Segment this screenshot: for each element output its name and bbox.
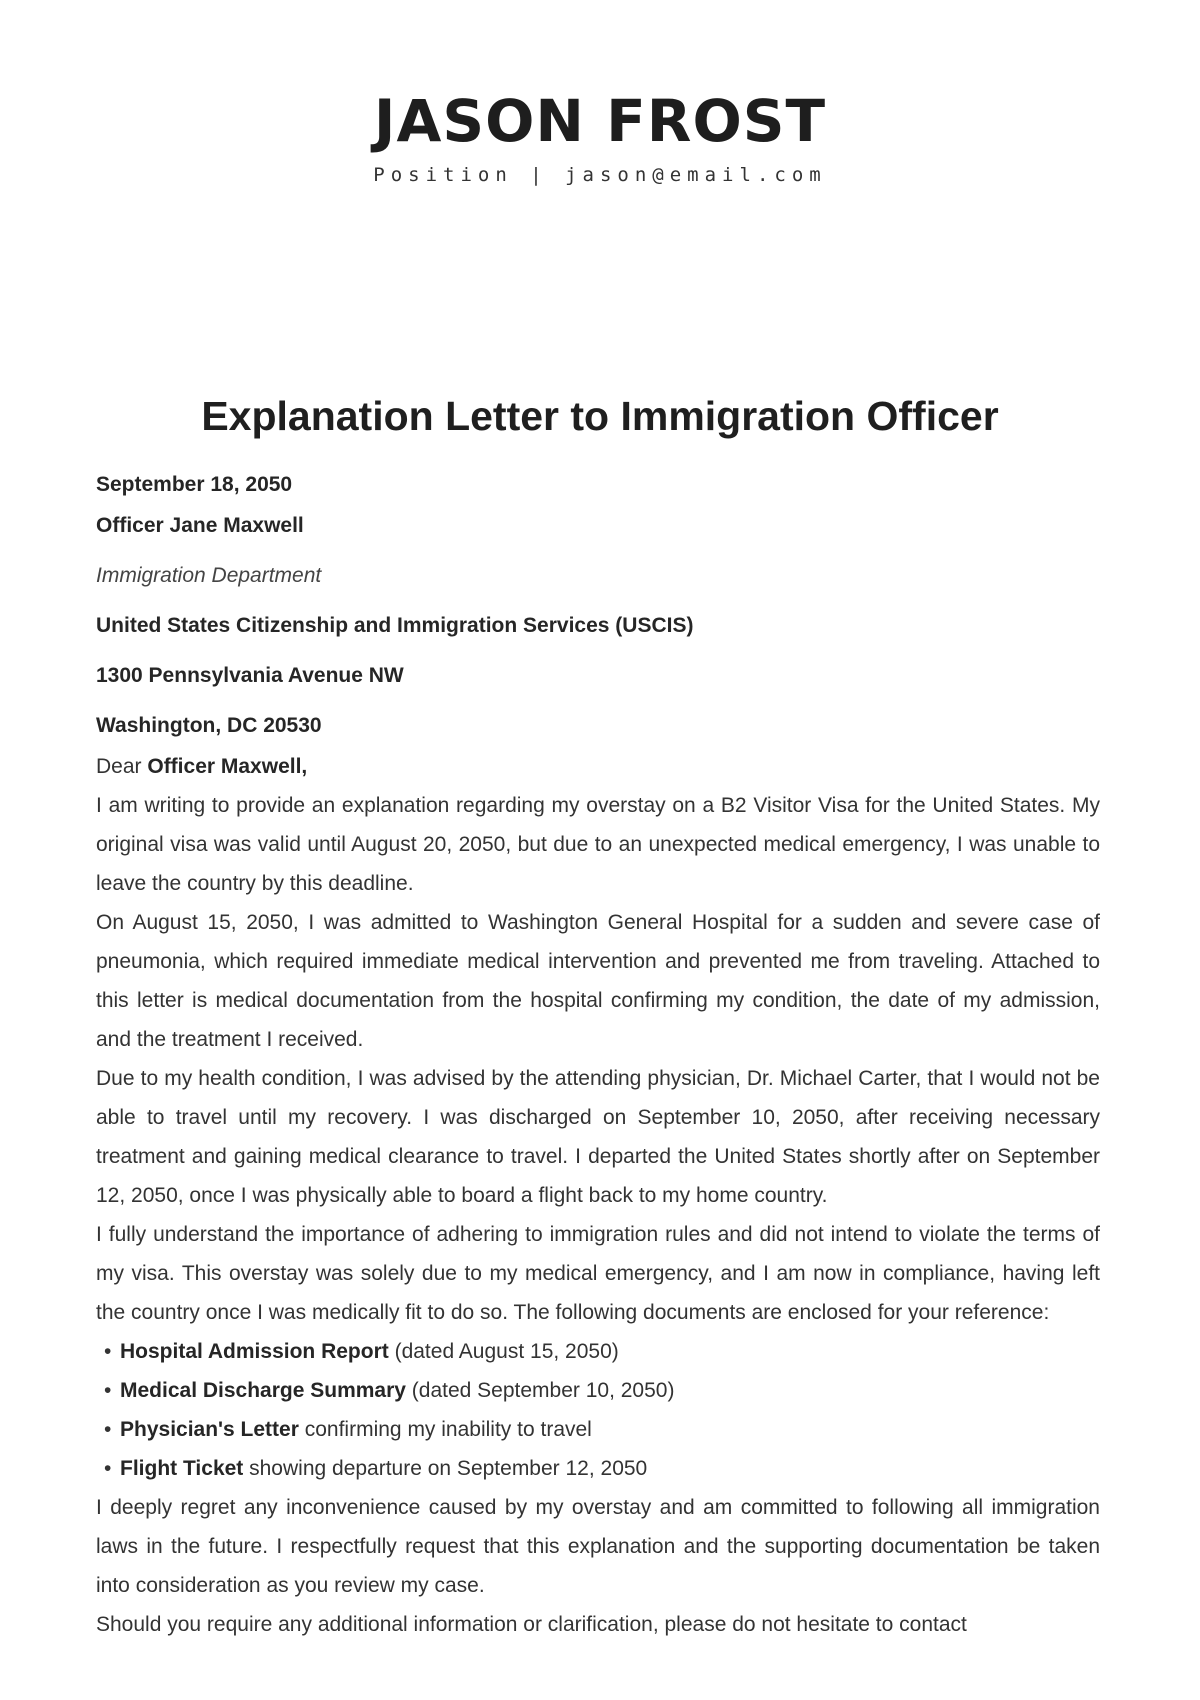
recipient-name: Officer Jane Maxwell: [96, 514, 304, 537]
document-detail: showing departure on September 12, 2050: [243, 1457, 648, 1480]
letter-body: [96, 466, 1100, 1644]
letter-title: Explanation Letter to Immigration Officer: [201, 393, 999, 439]
body-paragraph: I am writing to provide an explanation regarding my overstay on a B2 Visitor Visa for the United States. My original visa was valid until August 20, 2050, but due to an unexpected medical emergency, I was unable to leave the country by this deadline.: [96, 794, 1100, 895]
recipient-department: Immigration Department: [96, 564, 322, 587]
closing-paragraph: I deeply regret any inconvenience caused by my overstay and am committed to following all immigration laws in the future. I respectfully request that this explanation and the supporting documentation be taken into consideration as you review my case.: [96, 1496, 1100, 1597]
body-paragraph: I fully understand the importance of adhering to immigration rules and did not intend to violate the terms of my visa. This overstay was solely due to my medical emergency, and I am now in compliance, having left the country once I was medically fit to do so. The following documents are enclosed for your reference:: [96, 1223, 1100, 1324]
document-detail: confirming my inability to travel: [298, 1418, 592, 1441]
body-paragraph: Due to my health condition, I was advised by the attending physician, Dr. Michael Carter, that I would not be able to travel until my recovery. I was discharged on September 10, 2050, after receiving necessary treatment and gaining medical clearance to travel. I departed the United States shortly after on September 12, 2050, once I was physically able to board a flight back to my home country.: [96, 1067, 1100, 1207]
bullet: •: [104, 1418, 112, 1441]
list-item: [96, 1332, 1100, 1371]
recipient-organization: United States Citizenship and Immigration Services (USCIS): [96, 614, 694, 637]
list-item: [96, 1449, 1100, 1488]
document-title: Medical Discharge Summary: [120, 1379, 406, 1402]
bullet: •: [104, 1340, 112, 1363]
salutation: [96, 748, 1100, 786]
document-detail: (dated September 10, 2050): [405, 1379, 675, 1402]
list-item: [96, 1371, 1100, 1410]
document-title: Hospital Admission Report: [120, 1340, 389, 1363]
recipient-street: 1300 Pennsylvania Avenue NW: [96, 664, 404, 687]
document-detail: (dated August 15, 2050): [388, 1340, 619, 1363]
letter-date: September 18, 2050: [96, 473, 293, 496]
sender-name: JASON FROST: [373, 87, 827, 155]
letterhead: [0, 87, 1200, 186]
closing-paragraph: Should you require any additional information or clarification, please do not hesitate to contact: [96, 1613, 967, 1636]
salutation-name: Officer Maxwell,: [147, 755, 308, 778]
bullet: •: [104, 1457, 112, 1480]
bullet: •: [104, 1379, 112, 1402]
sender-contact: Position | jason@email.com: [373, 164, 827, 186]
document-title: Flight Ticket: [120, 1457, 244, 1480]
document-title: Physician's Letter: [120, 1418, 299, 1441]
salutation-prefix: Dear: [96, 755, 148, 778]
body-paragraph: On August 15, 2050, I was admitted to Washington General Hospital for a sudden and severe case of pneumonia, which required immediate medical intervention and prevented me from traveling. Attached to this letter is medical documentation from the hospital confirming my condition, the date of my admission, and the treatment I received.: [96, 911, 1100, 1051]
recipient-city: Washington, DC 20530: [96, 714, 322, 737]
enclosed-documents-list: [96, 1332, 1100, 1488]
list-item: [96, 1410, 1100, 1449]
